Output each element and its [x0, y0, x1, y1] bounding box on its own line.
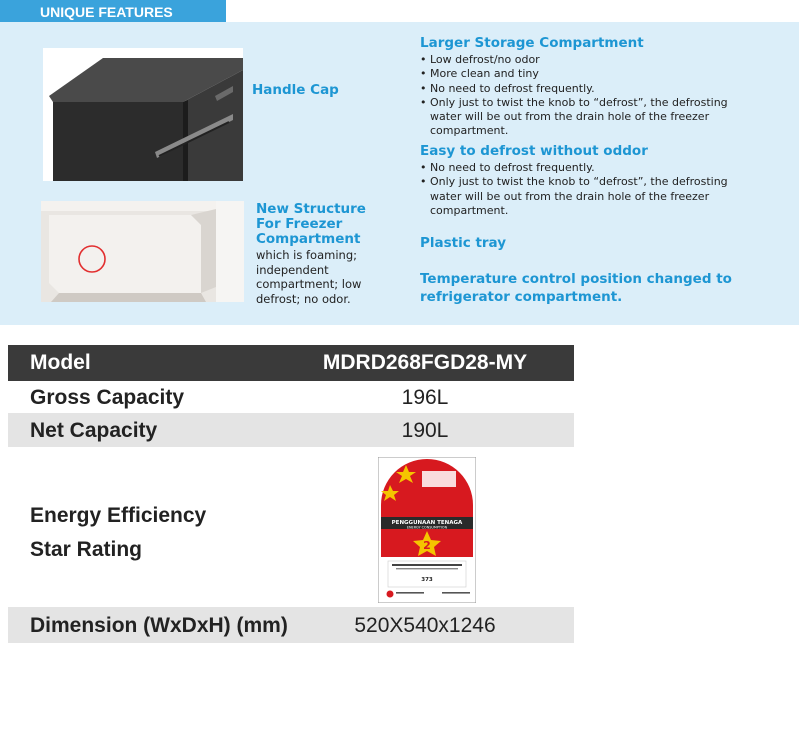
new-structure-desc-line-4: defrost; no odor.: [256, 291, 351, 306]
fridge-top-illustration: [43, 48, 243, 181]
net-capacity-row: [8, 413, 574, 447]
plastic-tray-label: Plastic tray: [420, 235, 507, 251]
energy-label-subheading: ENERGY CONSUMPTION: [406, 525, 448, 530]
larger-storage-bullet: • Only just to twist the knob to “defrost”, the defrosting water will be out from the drain hole of the freezer compartment.: [420, 96, 760, 139]
features-panel: [0, 22, 799, 325]
new-structure-desc-line-1: which is foaming;: [256, 248, 357, 262]
dimension-label: Dimension (WxDxH) (mm): [30, 614, 288, 637]
new-structure-title-line-1: New Structure: [256, 201, 366, 217]
energy-rating-label-line-1: Energy Efficiency: [30, 504, 207, 527]
temperature-control-line-2: refrigerator compartment.: [420, 289, 623, 305]
dimension-value: 520X540x1246: [354, 614, 496, 637]
larger-storage-bullet: • No need to defrost frequently.: [420, 82, 790, 96]
larger-storage-bullet: • More clean and tiny: [420, 67, 790, 81]
gross-capacity-label: Gross Capacity: [30, 386, 185, 409]
energy-label-graphic: [378, 457, 476, 603]
spec-header-row: [8, 345, 574, 381]
new-structure-title: [256, 202, 366, 246]
freezer-interior-illustration: [41, 201, 244, 302]
feature-larger-storage: [420, 35, 790, 139]
new-structure-desc-line-3: compartment; low: [256, 277, 362, 291]
energy-rating-label: [30, 499, 206, 567]
temperature-control-line-1: Temperature control position changed to: [420, 271, 732, 287]
net-capacity-value: 190L: [401, 419, 449, 442]
easy-defrost-bullet: • Only just to twist the knob to “defrost”, the defrosting water will be out from the drain hole of the freezer compartment.: [420, 175, 760, 218]
energy-label-star-count: 2: [423, 539, 431, 552]
net-capacity-label: Net Capacity: [30, 419, 158, 442]
energy-label-heading: PENGGUNAAN TENAGA: [391, 520, 463, 526]
energy-rating-label-line-2: Star Rating: [30, 538, 143, 561]
model-label: Model: [30, 351, 91, 374]
energy-label-illustration: [378, 457, 476, 603]
new-structure-title-line-3: Compartment: [256, 230, 361, 247]
fridge-handle-image: [43, 48, 243, 181]
temperature-control-label: [420, 270, 732, 306]
new-structure-desc-line-2: independent: [256, 262, 329, 277]
gross-capacity-row: [8, 381, 574, 413]
larger-storage-bullet: • Low defrost/no odor: [420, 53, 790, 67]
dimension-row: [8, 607, 574, 643]
energy-rating-row: [8, 447, 574, 605]
features-tag: UNIQUE FEATURES: [0, 0, 226, 22]
feature-easy-defrost: [420, 143, 790, 218]
new-structure-description: [256, 248, 361, 306]
energy-label-consumption: 373: [421, 577, 433, 583]
larger-storage-title: Larger Storage Compartment: [420, 35, 644, 51]
freezer-compartment-image: [41, 201, 244, 302]
larger-storage-bullets: [420, 53, 790, 139]
easy-defrost-title: Easy to defrost without oddor: [420, 143, 648, 159]
easy-defrost-bullets: [420, 161, 790, 218]
spec-table: [8, 345, 574, 645]
handle-cap-label: Handle Cap: [252, 82, 339, 98]
gross-capacity-value: 196L: [401, 386, 449, 409]
easy-defrost-bullet: • No need to defrost frequently.: [420, 161, 790, 175]
model-value: MDRD268FGD28-MY: [322, 351, 528, 374]
new-structure-title-line-2: For Freezer: [256, 215, 343, 232]
